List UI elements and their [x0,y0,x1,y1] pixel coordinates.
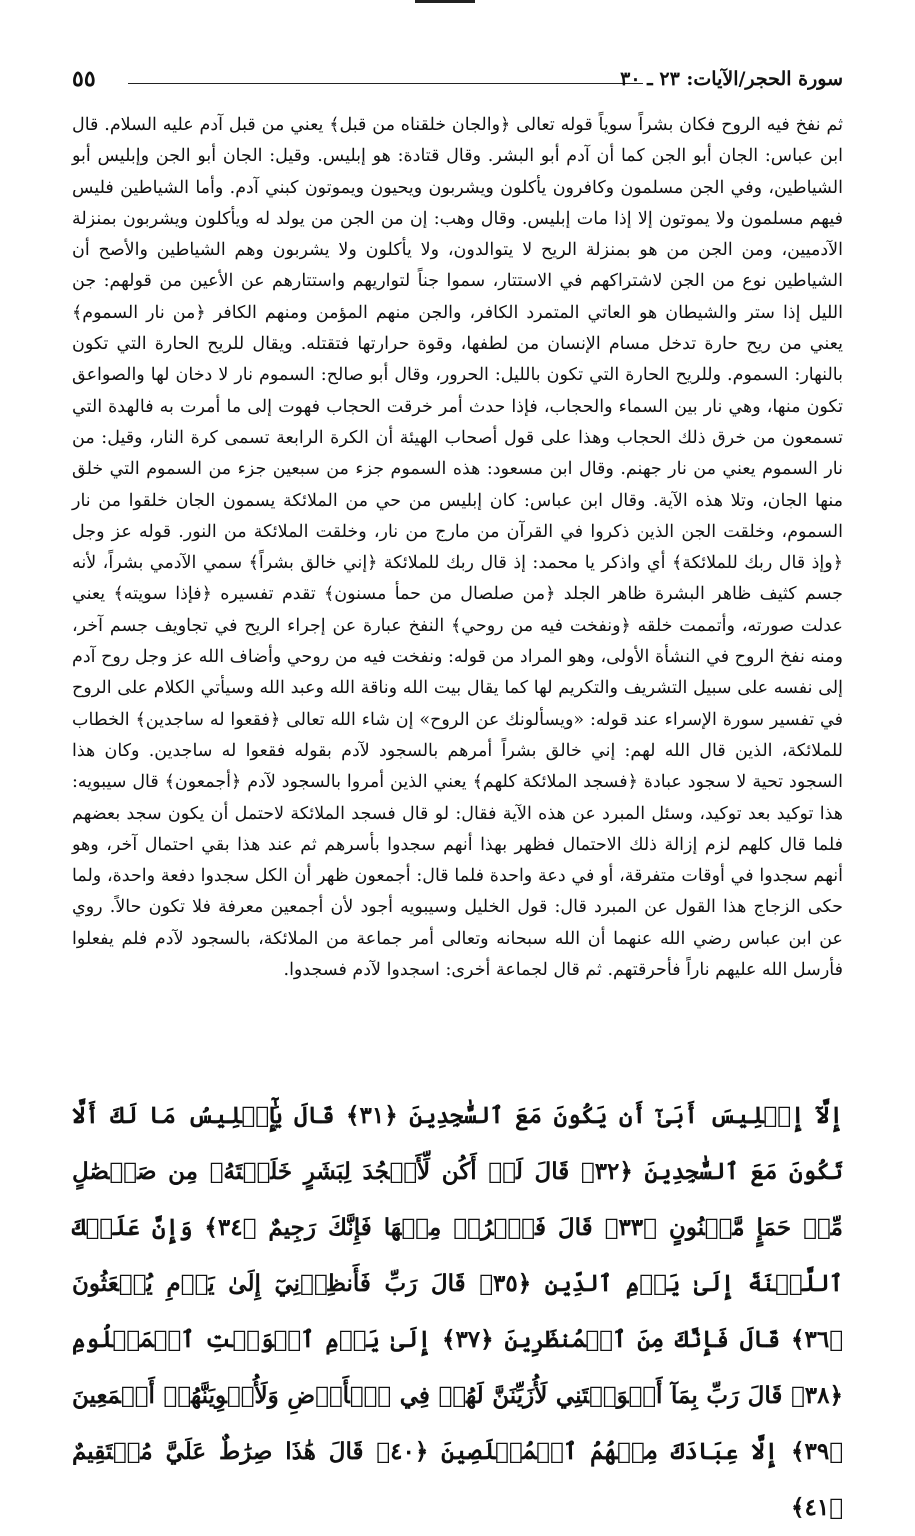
page-number: ٥٥ [72,66,96,92]
top-edge-mark [415,0,475,3]
commentary-paragraph: ثم نفخ فيه الروح فكان بشراً سوياً قوله تعالى ﴿والجان خلقناه من قبل﴾ يعني من قبل آدم عليه السلام. قال ابن عباس: الجان أبو الجن كما أن آدم أبو البشر. وقال قتادة: هو إبليس. وقيل: الجان أبو الجن وإبليس أبو الشياطين، وفي الجن مسلمون وكافرون يأكلون ويشربون ويحيون ويموتون كبني آدم. وأما الشياطين فليس فيهم مسلمون ولا يموتون إلا إذا مات إبليس. وقال وهب: إن من الجن من يولد له ويأكلون ويشربون بمنزلة الآدميين، ومن الجن من هو بمنزلة الريح لا يتوالدون، ولا يأكلون ولا يشربون وهم الشياطين والأصح أن الشياطين نوع من الجن لاشتراكهم في الاستتار، سموا جناً لتواريهم واستتارهم عن الأعين من قولهم: جن الليل إذا ستر والشيطان هو العاتي المتمرد الكافر، والجن منهم المؤمن ومنهم الكافر ﴿من نار السموم﴾ يعني من ريح حارة تدخل مسام الإنسان من لطفها، وقوة حرارتها فتقتله. ويقال للريح الحارة التي تكون بالنهار: السموم. وللريح الحارة التي تكون بالليل: الحرور، وقال أبو صالح: السموم نار لا دخان لها والصواعق تكون منها، وهي نار بين السماء والحجاب، فإذا حدث أمر خرقت الحجاب فهوت إلى ما أمرت به فالهدة التي تسمعون من خرق ذلك الحجاب وهذا على قول أصحاب الهيئة أن الكرة الرابعة تسمى كرة النار، وقيل: من نار السموم يعني من نار جهنم. وقال ابن مسعود: هذه السموم جزء من سبعين جزء من السموم التي خلق منها الجان، وتلا هذه الآية. وقال ابن عباس: كان إبليس من حي من الملائكة يسمون الجان خلقوا من نار السموم، وخلقت الجن الذين ذكروا في القرآن من مارج من نار، وخلقت الملائكة من النور. قوله عز وجل ﴿وإذ قال ربك للملائكة﴾ أي واذكر يا محمد: إذ قال ربك للملائكة ﴿إني خالق بشراً﴾ سمي الآدمي بشراً، لأنه جسم كثيف ظاهر البشرة ظاهر الجلد ﴿من صلصال من حمأ مسنون﴾ تقدم تفسيره ﴿فإذا سويته﴾ يعني عدلت صورته، وأتممت خلقه ﴿ونفخت فيه من روحي﴾ النفخ عبارة عن إجراء الريح في تجاويف جسم آخر، ومنه نفخ الروح في النشأة الأولى، وهو المراد من قوله: ونفخت فيه من روحي وأضاف الله عز وجل روح آدم إلى نفسه على سبيل التشريف والتكريم لها كما يقال بيت الله وناقة الله وعبد الله وسيأتي الكلام على الروح في تفسير سورة الإسراء عند قوله: «ويسألونك عن الروح» إن شاء الله تعالى ﴿فقعوا له ساجدين﴾ الخطاب للملائكة، الذين قال الله لهم: إني خالق بشراً أمرهم بالسجود لآدم بقوله فقعوا له ساجدين. وكان هذا السجود تحية لا سجود عبادة ﴿فسجد الملائكة كلهم﴾ يعني الذين أمروا بالسجود لآدم ﴿أجمعون﴾ قال سيبويه: هذا توكيد بعد توكيد، وسئل المبرد عن هذه الآية فقال: لو قال فسجد الملائكة لاحتمل أن يكون سجد بعضهم فلما قال كلهم لزم إزالة ذلك الاحتمال فظهر بهذا أنهم سجدوا بأسرهم ثم عند هذا بقي احتمال آخر، وهو أنهم سجدوا في أوقات متفرقة، أو في دعة واحدة فلما قال: أجمعون ظهر أن الكل سجدوا دفعة واحدة، ولما حكى الزجاج هذا القول عن المبرد قال: قول الخليل وسيبويه أجود لأن أجمعين معرفة فلا تكون حالاً. روي عن ابن عباس رضي الله عنهما أن الله سبحانه وتعالى أمر جماعة من الملائكة، بالسجود لآدم فلم يفعلوا فأرسل الله عليهم ناراً فأحرقتهم. ثم قال لجماعة أخرى: اسجدوا لآدم فسجدوا. [72,115,844,981]
page-header [72,66,843,100]
quran-verses [72,1088,843,1536]
verses-paragraph: إِلَّآ إِبۡلِيسَ أَبَىٰٓ أَن يَكُونَ مَعَ ٱلسَّٰجِدِينَ ﴿٣١﴾ قَالَ يَٰٓإِبۡلِيسُ مَا لَكَ أَلَّا تَكُونَ مَعَ ٱلسَّٰجِدِينَ ﴿٣٢﴾ قَالَ لَمۡ أَكُن لِّأَسۡجُدَ لِبَشَرٍ خَلَقۡتَهُۥ مِن صَلۡصَٰلٍ مِّنۡ حَمَإٍ مَّسۡنُونٍ ﴿٣٣﴾ قَالَ فَٱخۡرُجۡ مِنۡهَا فَإِنَّكَ رَجِيمٌ ﴿٣٤﴾ وَإِنَّ عَلَيۡكَ ٱللَّعۡنَةَ إِلَىٰ يَوۡمِ ٱلدِّينِ ﴿٣٥﴾ قَالَ رَبِّ فَأَنظِرۡنِيٓ إِلَىٰ يَوۡمِ يُبۡعَثُونَ ﴿٣٦﴾ قَالَ فَإِنَّكَ مِنَ ٱلۡمُنظَرِينَ ﴿٣٧﴾ إِلَىٰ يَوۡمِ ٱلۡوَقۡتِ ٱلۡمَعۡلُومِ ﴿٣٨﴾ قَالَ رَبِّ بِمَآ أَغۡوَيۡتَنِي لَأُزَيِّنَنَّ لَهُمۡ فِي ٱلۡأَرۡضِ وَلَأُغۡوِيَنَّهُمۡ أَجۡمَعِينَ ﴿٣٩﴾ إِلَّا عِبَادَكَ مِنۡهُمُ ٱلۡمُخۡلَصِينَ ﴿٤٠﴾ قَالَ هَٰذَا صِرَٰطٌ عَلَيَّ مُسۡتَقِيمٌ ﴿٤١﴾ [72,1102,844,1521]
commentary-body [72,110,843,986]
header-rule [128,83,643,84]
running-title: سورة الحجر/الآيات: ٢٣ ـ ٣٠ [620,68,843,90]
